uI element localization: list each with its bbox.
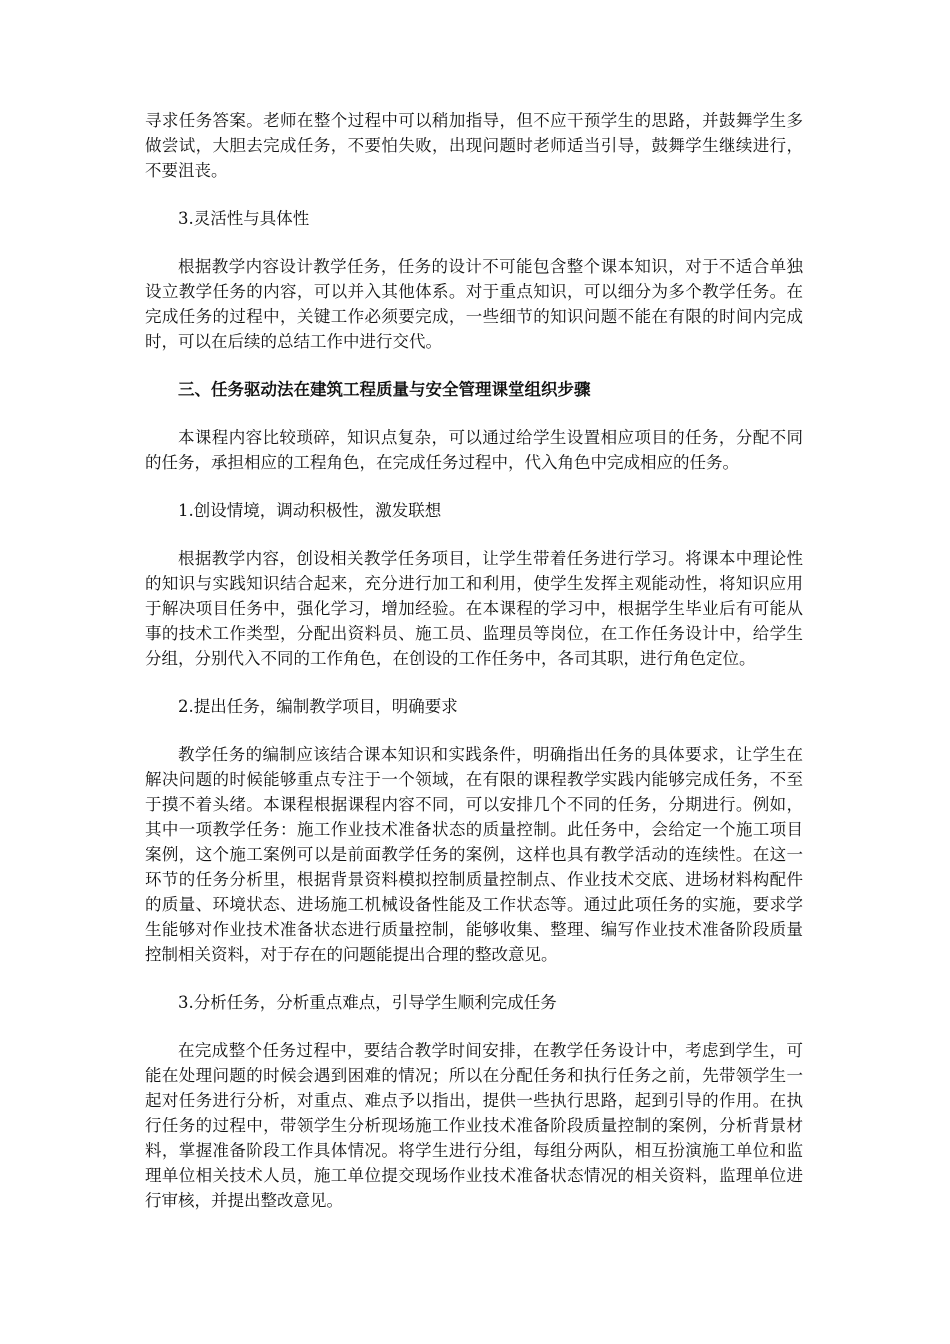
- document-body: [145, 108, 803, 1236]
- paragraph-create-scenario: 根据教学内容，创设相关教学任务项目，让学生带着任务进行学习。将课本中理论性的知识与实践知识结合起来，充分进行加工和利用，使学生发挥主观能动性，将知识应用于解决项目任务中，强化学习，增加经验。在本课程的学习中，根据学生毕业后有可能从事的技术工作类型，分配出资料员、施工员、监理员等岗位，在工作任务设计中，给学生分组，分别代入不同的工作角色，在创设的工作任务中，各司其职，进行角色定位。: [145, 549, 803, 668]
- paragraph-analyze-task: 在完成整个任务过程中，要结合教学时间安排，在教学任务设计中，考虑到学生，可能在处理问题的时候会遇到困难的情况；所以在分配任务和执行任务之前，先带领学生一起对任务进行分析，对重点、难点予以指出，提供一些执行思路，起到引导的作用。在执行任务的过程中，带领学生分析现场施工作业技术准备阶段质量控制的案例，分析背景材料，掌握准备阶段工作具体情况。将学生进行分组，每组分两队，相互扮演施工单位和监理单位相关技术人员，施工单位提交现场作业技术准备状态情况的相关资料，监理单位进行审核，并提出整改意见。: [145, 1041, 803, 1210]
- paragraph-continuation: 寻求任务答案。老师在整个过程中可以稍加指导，但不应干预学生的思路，并鼓舞学生多做尝试，大胆去完成任务，不要怕失败，出现问题时老师适当引导，鼓舞学生继续进行，不要沮丧。: [145, 111, 803, 180]
- paragraph-propose-task: 教学任务的编制应该结合课本知识和实践条件，明确指出任务的具体要求，让学生在解决问题的时候能够重点专注于一个领域，在有限的课程教学实践内能够完成任务，不至于摸不着头绪。本课程根据课程内容不同，可以安排几个不同的任务，分期进行。例如，其中一项教学任务：施工作业技术准备状态的质量控制。此任务中，会给定一个施工项目案例，这个施工案例可以是前面教学任务的案例，这样也具有教学活动的连续性。在这一环节的任务分析里，根据背景资料模拟控制质量控制点、作业技术交底、进场材料构配件的质量、环境状态、进场施工机械设备性能及工作状态等。通过此项任务的实施，要求学生能够对作业技术准备状态进行质量控制，能够收集、整理、编写作业技术准备阶段质量控制相关资料，对于存在的问题能提出合理的整改意见。: [145, 745, 803, 964]
- list-item-create-scenario: 1.创设情境，调动积极性，激发联想: [178, 501, 442, 520]
- list-item-flexibility: 3.灵活性与具体性: [178, 209, 310, 228]
- paragraph-section-intro: 本课程内容比较琐碎，知识点复杂，可以通过给学生设置相应项目的任务，分配不同的任务，承担相应的工程角色，在完成任务过程中，代入角色中完成相应的任务。: [145, 428, 803, 472]
- list-item-propose-task: 2.提出任务，编制教学项目，明确要求: [178, 697, 458, 716]
- section-heading-3: 三、任务驱动法在建筑工程质量与安全管理课堂组织步骤: [178, 380, 591, 399]
- list-item-analyze-task: 3.分析任务，分析重点难点，引导学生顺利完成任务: [178, 993, 557, 1012]
- paragraph-flexibility: 根据教学内容设计教学任务，任务的设计不可能包含整个课本知识，对于不适合单独设立教学任务的内容，可以并入其他体系。对于重点知识，可以细分为多个教学任务。在完成任务的过程中，关键工作必须要完成，一些细节的知识问题不能在有限的时间内完成时，可以在后续的总结工作中进行交代。: [145, 257, 803, 351]
